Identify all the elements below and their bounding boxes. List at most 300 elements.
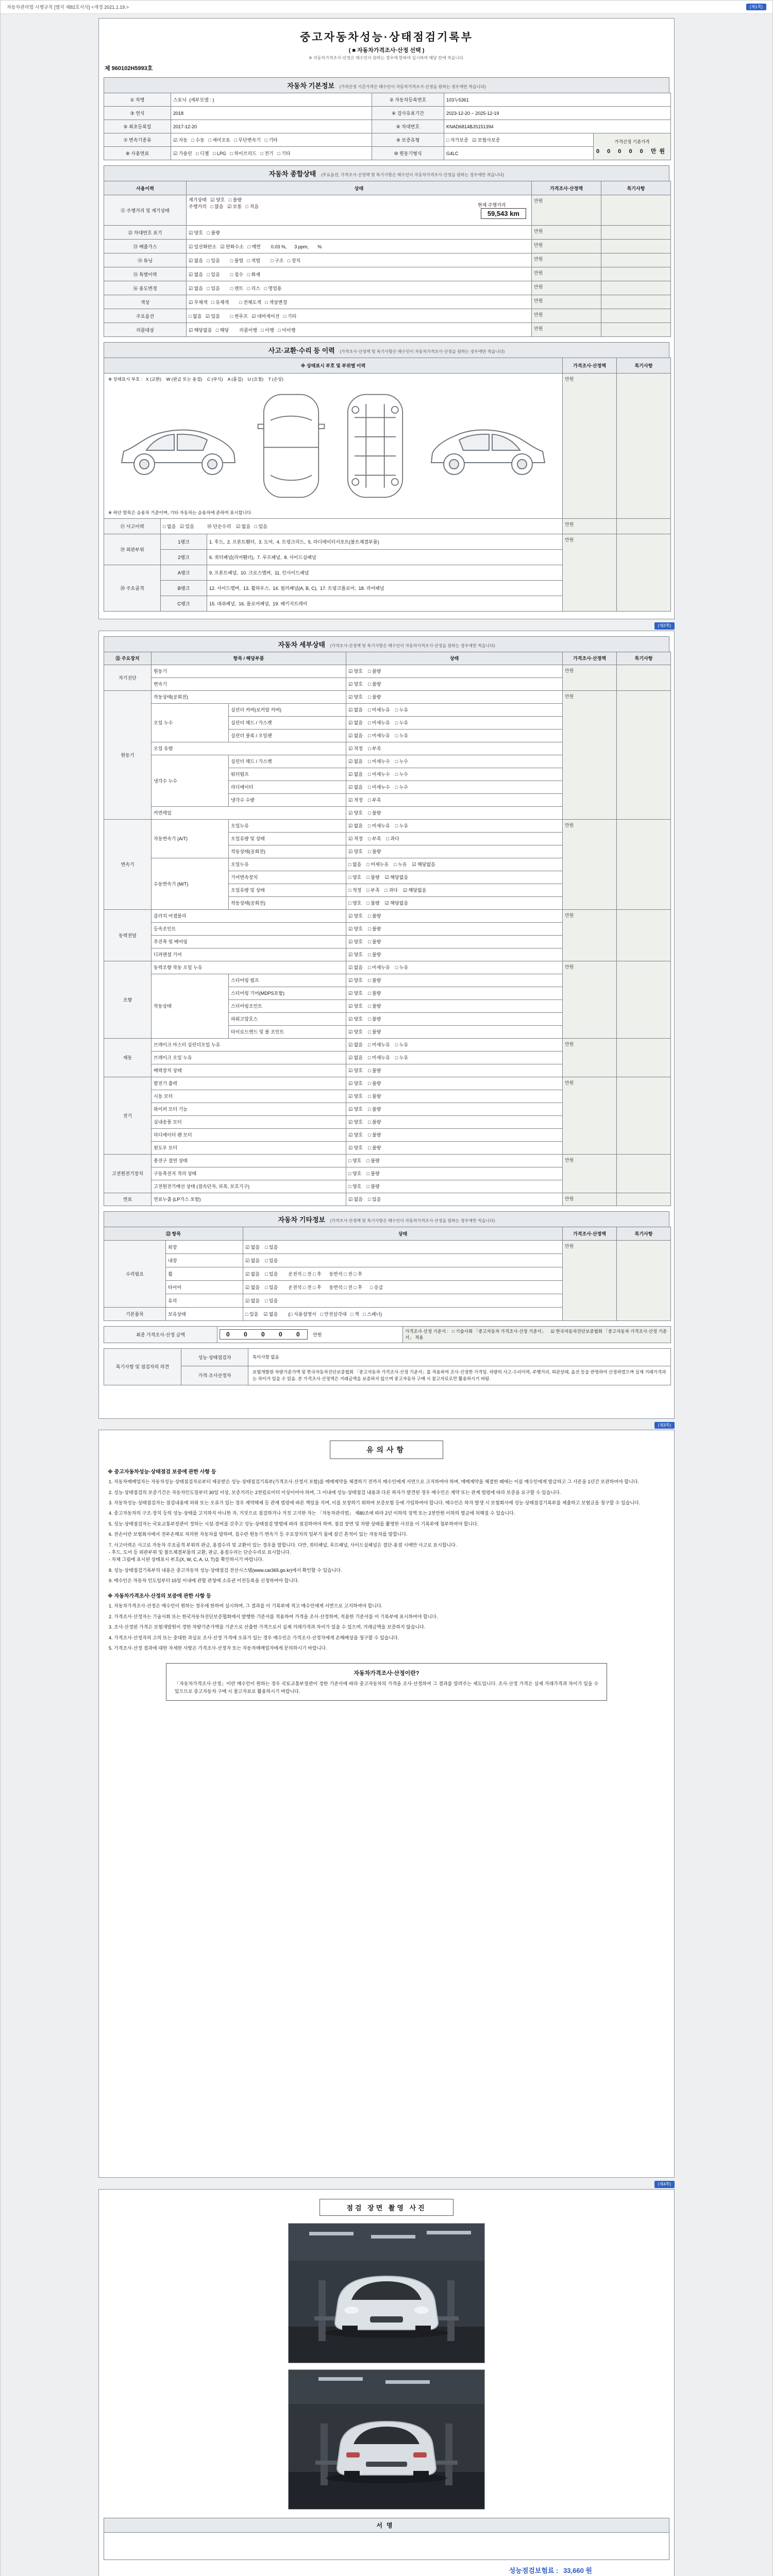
notice-item: 3. 자동차성능·상태점검자는 점검내용에 허위 또는 오류가 있는 경우 계약해제 등 관계 법령에 따른 책임을 지며, 이를 보장하기 위하여 보증보험 등에 가입하여야 합니다. 매수인은 하자 발생 시 보험회사에 성능·상태점검기록부를 제출하고 보험금을 청구할 수 있습니다. <box>109 1500 641 1505</box>
state-cell: ☑ 양호 □ 불량 <box>346 806 563 819</box>
basic-row <box>104 147 671 160</box>
field-label: ⑦ 변속기종류 <box>104 133 171 147</box>
col-state: 상태 <box>243 1227 563 1240</box>
mileage-value: 59,543 km <box>481 208 526 219</box>
price-cell: 만원 <box>532 226 601 240</box>
car-damage-diagram <box>106 384 560 508</box>
note-cell <box>601 253 671 267</box>
state-cell: ☑ 없음 □ 미세누유 □ 누유 <box>346 703 563 716</box>
state-cell: □ 양호 □ 불량 <box>346 1167 563 1180</box>
price-cell: 만원 <box>532 240 601 253</box>
state-cell: ☑ 양호 □ 불량 <box>346 974 563 987</box>
inspection-insurance-fee <box>104 2560 669 2576</box>
inspection-period-value: 2023-12-20 ~ 2025-12-19 <box>444 107 671 120</box>
accident-flag-values: □ 없음 ☑ 있음 ⑱ 단순수리 ☑ 없음 □ 있음 <box>161 519 563 534</box>
etc-item-cell: 유리 <box>166 1294 243 1307</box>
signature-box <box>104 2518 669 2560</box>
final-price-table <box>104 1326 671 1343</box>
col-item: ㉒ 항목 <box>104 1227 243 1240</box>
state-cell: ☑ 해당없음 □ 해당 리콜이행 □ 이행 □ 미이행 <box>187 323 532 337</box>
part-cell: 오일누유 <box>229 819 346 832</box>
final-price-value-cell <box>217 1326 403 1343</box>
appraiser-label: 가격·조사산정자 <box>181 1366 248 1385</box>
field-label: ⑤ 최초등록일 <box>104 120 171 133</box>
state-cell: ☑ 적정 □ 부족 □ 과다 <box>346 832 563 845</box>
price-cell: 만원 <box>563 1077 617 1154</box>
basic-title: 자동차 기본정보 <box>287 82 334 90</box>
page-2 <box>98 631 675 1419</box>
price-cell: 만원 <box>532 281 601 295</box>
state-cell: ☑ 양호 □ 불량 <box>346 1077 563 1090</box>
inspector-opinion-table <box>104 1348 671 1385</box>
state-cell: □ 양호 □ 불량 ☑ 해당없음 <box>346 871 563 884</box>
device-cell: 변속기 <box>104 819 152 909</box>
price-cell: 만원 <box>563 1193 617 1206</box>
notices-list-a <box>104 1478 669 1584</box>
car-top-view-diagram <box>255 388 327 504</box>
document-subtitle: ( ■ 자동차가격조사·산정 선택 ) <box>348 47 425 54</box>
state-cell: ☑ 양호 □ 불량 <box>346 935 563 948</box>
device-cell: 제동 <box>104 1038 152 1077</box>
warranty-type-checkboxes: □ 자가보증 ☑ 보험사보증 <box>444 133 594 147</box>
notice-item: 5. 가격조사·산정 결과에 대한 자세한 사항은 가격조사·산정자 또는 자동차매매업자에게 문의하시기 바랍니다. <box>109 1646 327 1651</box>
price-cell: 만원 <box>532 267 601 281</box>
part-cell: 오일유량 및 상태 <box>229 884 346 896</box>
detail-condition-table <box>104 652 671 1206</box>
item-cell: 원동기 <box>152 665 346 677</box>
notice-item: 1. 자동차가격조사·산정은 매수인이 원하는 경우에 한하여 실시하며, 그 결과를 이 기록부에 적고 매수인에게 서면으로 고지하여야 합니다. <box>109 1603 383 1609</box>
note-cell <box>601 323 671 337</box>
parts-cell: 6. 쿼터패널(리어휀더), 7. 루프패널, 8. 사이드실패널 <box>207 550 563 565</box>
rank-cell: B랭크 <box>161 581 207 596</box>
state-cell: ☑ 없음 □ 미세누유 □ 누유 <box>346 1038 563 1051</box>
device-cell: 동력전달 <box>104 909 152 961</box>
detail-note: (가격조사·산정액 및 특기사항은 매수인이 자동차가격조사·산정을 원하는 경우에만 적습니다) <box>330 643 495 648</box>
basic-row <box>104 120 671 133</box>
rank-cell: C랭크 <box>161 596 207 612</box>
part-cell: 기어변속장치 <box>229 871 346 884</box>
device-cell: 조향 <box>104 961 152 1038</box>
price-cell: 만원 <box>563 1240 617 1320</box>
state-cell: ☑ 양호 □ 불량 <box>346 1090 563 1103</box>
state-cell: ☑ 없음 □ 있음 <box>346 1193 563 1206</box>
part-cell: 실린더 블록 / 오일팬 <box>229 729 346 742</box>
part-cell: 작동상태(공회전) <box>229 845 346 858</box>
item-cell: 수동변속기 (M/T) <box>152 858 229 909</box>
note-cell <box>601 267 671 281</box>
item-cell: 배력장치 상태 <box>152 1064 346 1077</box>
state-cell: ☑ 양호 □ 불량 <box>346 922 563 935</box>
price-cell: 만원 <box>563 819 617 909</box>
state-cell: □ 양호 □ 불량 <box>346 1154 563 1167</box>
panel-group-cell: ⑲ 외판부위 <box>104 534 161 565</box>
form-reference: 자동차관리법 시행규칙 [별지 제82호서식] <개정 2021.1.19.> <box>7 5 129 10</box>
notices-list-b <box>104 1602 669 1652</box>
inspector-opinion-text: 특이사항 없음 <box>248 1348 671 1366</box>
car-side-left-view-diagram <box>114 405 243 487</box>
notice-item: 3. 조사·산정된 가격은 보험개발원이 정한 차량기준가액을 기준으로 산출한 가격으로서 실제 거래가격과 차이가 있을 수 있으며, 거래금액을 보증하지 않습니다. <box>109 1624 426 1630</box>
state-cell: □ 양호 □ 불량 <box>346 1180 563 1193</box>
detail-row <box>104 665 671 677</box>
accident-flag-label: ⑰ 사고이력 <box>104 519 161 534</box>
opinion-section-label: 특기사항 및 점검자의 의견 <box>104 1348 181 1385</box>
detail-row <box>104 1038 671 1051</box>
base-price-value: 0 0 0 0 0 만원 <box>596 148 668 155</box>
item-cell: 실내송풍 모터 <box>152 1115 346 1128</box>
item-cell: 라디에이터 팬 모터 <box>152 1128 346 1141</box>
notices-title: 유의사항 <box>330 1440 443 1459</box>
state-cell: ☑ 없음 □ 미세누유 □ 누유 <box>346 819 563 832</box>
note-cell <box>617 1240 671 1320</box>
field-label: ① 차명 <box>104 93 171 107</box>
field-label: ③ 연식 <box>104 107 171 120</box>
item-cell: 브레이크 오일 누유 <box>152 1051 346 1064</box>
page-badge-3: (제3쪽) <box>654 1422 675 1429</box>
item-cell: 작동상태(공회전) <box>152 690 346 703</box>
accident-history-table <box>104 358 671 612</box>
accident-flags-row <box>104 519 671 534</box>
overall-row <box>104 281 671 295</box>
diagram-row <box>104 374 671 519</box>
note-cell <box>601 226 671 240</box>
page4-badge-row <box>98 2181 675 2188</box>
etc-group-cell: 수리필요 <box>104 1240 166 1307</box>
notice-item: 1. 자동차매매업자는 자동차성능·상태점검자로부터 제공받은 성능·상태점검기록부(가격조사·산정서 포함)를 매매계약을 체결하기 전까지 매수인에게 서면으로 고지하여야 하며, 매매계약을 체결한 때에는 이를 매수인에게 발급하고 그 사본을 1년간 보관하여야 합니다. <box>109 1479 639 1485</box>
field-label: ⑥ 차대번호 <box>372 120 444 133</box>
detail-row <box>104 909 671 922</box>
state-cell: ☑ 없음 □ 있음 □ 렌트 □ 리스 □ 영업용 <box>187 281 532 295</box>
section-detail-header <box>104 636 669 652</box>
state-cell: ☑ 없음 □ 있음 □ 침수 □ 화재 <box>187 267 532 281</box>
fuel-checkboxes: ☑ 가솔린 □ 디젤 □ LPG □ 하이브리드 □ 전기 □ 기타 <box>171 147 372 160</box>
price-cell: 만원 <box>563 961 617 1038</box>
rank-cell: A랭크 <box>161 565 207 581</box>
vin-value: KNAD6814BJS151394 <box>444 120 671 133</box>
part-cell: 오일유량 및 상태 <box>229 832 346 845</box>
item-cell: 클러치 어셈블리 <box>152 909 346 922</box>
state-cell: ☑ 일산화탄소 ☑ 탄화수소 □ 매연 0.03 %, 3 ppm, % <box>187 240 532 253</box>
accident-title: 사고·교환·수리 등 이력 <box>268 347 335 354</box>
fee-label: 성능점검보험료 : <box>509 2566 559 2574</box>
opinion-row <box>104 1366 671 1385</box>
item-cell: 디퍼렌셜 기어 <box>152 948 346 961</box>
inspection-photo-front <box>288 2223 485 2363</box>
overall-row <box>104 323 671 337</box>
item-cell: 윈도우 모터 <box>152 1141 346 1154</box>
device-cell: 고전원전기장치 <box>104 1154 152 1193</box>
field-label: ④ 검사유효기간 <box>372 107 444 120</box>
col-usage-history: 사용이력 <box>104 181 187 195</box>
etc-item-cell: 타이어 <box>166 1280 243 1294</box>
state-cell: ☑ 없음 □ 있음 운전석 □ 전 □ 후 동반석 □ 전 □ 후 □ 응급 <box>243 1280 563 1294</box>
final-price-unit: 만원 <box>313 1332 322 1338</box>
parts-cell: 9. 프론트패널, 10. 크로스멤버, 11. 인사이드패널 <box>207 565 563 581</box>
accident-note: (가격조사·산정액 및 특기사항은 매수인이 자동차가격조사·산정을 원하는 경우에만 적습니다) <box>340 349 505 354</box>
part-cell: 작동상태(공회전) <box>229 896 346 909</box>
col-state: 상태 <box>187 181 532 195</box>
note-cell <box>617 519 671 534</box>
document-subnote: ※ 자동차가격조사·산정은 매수인이 원하는 경우에 한하여 실시하며 해당 란에 적습니다. <box>308 56 465 60</box>
mileage-row <box>104 195 671 226</box>
price-cell: 만원 <box>532 323 601 337</box>
device-cell: 연료 <box>104 1193 152 1206</box>
state-cell: ☑ 없음 □ 미세누수 □ 누수 <box>346 755 563 768</box>
usage-label: ⑫ 차대번호 표기 <box>104 226 187 240</box>
item-cell: 발전기 출력 <box>152 1077 346 1090</box>
note-cell <box>617 1154 671 1193</box>
price-cell: 만원 <box>563 374 617 519</box>
usage-label: ⑬ 배출가스 <box>104 240 187 253</box>
col-price: 가격조사·산정액 <box>532 181 601 195</box>
first-registration-value: 2017-12-20 <box>171 120 372 133</box>
document-number: 제 960102H5993호 <box>105 65 153 72</box>
state-cell: ☑ 없음 □ 있음 <box>243 1294 563 1307</box>
state-cell: □ 있음 ☑ 없음 (□ 사용설명서 □ 안전삼각대 □ 잭 □ 스패너) <box>243 1307 563 1320</box>
overall-title: 자동차 종합상태 <box>268 170 316 178</box>
model-year-value: 2018 <box>171 107 372 120</box>
note-cell <box>617 690 671 819</box>
detail-row <box>104 1193 671 1206</box>
state-cell: ☑ 없음 □ 미세누유 □ 누유 <box>346 1051 563 1064</box>
state-cell: ☑ 적정 □ 부족 <box>346 793 563 806</box>
note-cell <box>617 665 671 690</box>
rank-row <box>104 534 671 550</box>
state-cell: ☑ 없음 □ 미세누유 □ 누유 <box>346 961 563 974</box>
final-price-row <box>104 1326 671 1343</box>
field-label: ② 자동차등록번호 <box>372 93 444 107</box>
part-cell: 파워고압호스 <box>229 1012 346 1025</box>
state-cell: ☑ 양호 □ 불량 <box>346 1064 563 1077</box>
rank-cell: 1랭크 <box>161 534 207 550</box>
etc-item-cell: 외장 <box>166 1240 243 1253</box>
transmission-checkboxes: ☑ 자동 □ 수동 □ 세미오토 □ 무단변속기 □ 기타 <box>171 133 372 147</box>
section-etc-header <box>104 1211 669 1227</box>
part-cell: 냉각수 수량 <box>229 793 346 806</box>
car-name-value: 스토닉 (세부모델 : ) <box>171 93 372 107</box>
photos-title: 점검 장면 촬영 사진 <box>320 2199 453 2216</box>
mileage-caption: 현재 주행거리 <box>477 202 506 208</box>
price-cell: 만원 <box>563 909 617 961</box>
state-cell: ☑ 양호 □ 불량 <box>346 999 563 1012</box>
page-badge-4: (제4쪽) <box>654 2181 675 2188</box>
item-cell: 추진축 및 베어링 <box>152 935 346 948</box>
base-price-cell <box>594 133 671 160</box>
price-cell: 만원 <box>563 665 617 690</box>
item-cell: 변속기 <box>152 677 346 690</box>
basic-row <box>104 133 671 147</box>
detail-row <box>104 1154 671 1167</box>
pricing-standard-note: 가격조사·산정 기준서 : □ 기술사회 「중고자동차 가격조사·산정 기준서」 ☑ 한국자동차진단보증협회 「중고자동차 가격조사·산정 기준서」 적용 <box>403 1326 671 1343</box>
col-price: 가격조사·산정액 <box>563 1227 617 1240</box>
etc-row <box>104 1240 671 1253</box>
part-cell: 스티어링 기어(MDPS포함) <box>229 987 346 999</box>
final-price-label: 최종 가격조사·산정 금액 <box>104 1326 217 1343</box>
current-mileage <box>457 196 526 224</box>
item-cell: 구동축전지 격리 상태 <box>152 1167 346 1180</box>
item-cell: 와이퍼 모터 기능 <box>152 1103 346 1115</box>
state-cell: ☑ 양호 □ 불량 <box>187 226 532 240</box>
state-cell: ☑ 적정 □ 부족 <box>346 742 563 755</box>
detail-row <box>104 819 671 832</box>
price-cell: 만원 <box>532 253 601 267</box>
page-4 <box>98 2189 675 2576</box>
notice-item: 2. 가격조사·산정자는 기술사회 또는 한국자동차진단보증협회에서 발행한 기준서를 적용하여 가격을 조사·산정하며, 적용한 기준서를 이 기록부에 표시하여야 합니다. <box>109 1614 438 1619</box>
accident-header-row <box>104 358 671 374</box>
page-3 <box>98 1430 675 2178</box>
item-cell: 자동변속기 (A/T) <box>152 819 229 858</box>
parts-cell: 12. 사이드멤버, 13. 휠하우스, 14. 필러패널(A, B, C), 17. 트렁크플로어, 18. 리어패널 <box>207 581 563 596</box>
state-cell: ☑ 양호 □ 불량 <box>346 909 563 922</box>
device-cell: 원동기 <box>104 690 152 819</box>
note-cell <box>601 281 671 295</box>
panel-group-cell: ⑳ 주요골격 <box>104 565 161 612</box>
note-cell <box>601 309 671 323</box>
etc-info-table <box>104 1227 671 1321</box>
page2-badge-row <box>98 622 675 630</box>
mileage-range-checkboxes: 주행거리 □ 많음 ☑ 보통 □ 적음 <box>189 204 259 209</box>
note-cell <box>617 1038 671 1077</box>
note-cell <box>601 295 671 309</box>
final-price-digits: 0 0 0 0 0 <box>220 1329 308 1340</box>
price-cell: 만원 <box>532 309 601 323</box>
notices-section-b-heading: ※ 자동차가격조사·산정의 보증에 관한 사항 등 <box>108 1594 211 1600</box>
mileage-label: ⑪ 주행거리 및 계기상태 <box>104 195 187 226</box>
rank-cell: 2랭크 <box>161 550 207 565</box>
parts-cell: 1. 후드, 2. 프론트휀더, 3. 도어, 4. 트렁크리드, 5. 라디에이터서포트(볼트체결부품) <box>207 534 563 550</box>
etc-item-cell: 휠 <box>166 1267 243 1280</box>
price-cell: 만원 <box>532 195 601 226</box>
state-cell: ☑ 양호 □ 불량 <box>346 1025 563 1038</box>
detail-row <box>104 690 671 703</box>
state-code-legend: ※ 상태표시 부호 : X (교환) W (판금 또는 용접) C (부식) A (흠집) U (요철) T (손상) <box>108 377 283 382</box>
note-cell <box>601 195 671 226</box>
page-badge-2: (제2쪽) <box>654 622 675 630</box>
section-overall-header <box>104 165 669 181</box>
part-cell: 실린더 헤드 / 가스켓 <box>229 755 346 768</box>
overall-note: (주요옵션, 가격조사·산정액 및 특기사항은 매수인이 자동차가격조사·산정을 원하는 경우에만 적습니다) <box>321 173 505 177</box>
note-cell <box>617 909 671 961</box>
field-label: ⑩ 원동기형식 <box>372 147 444 160</box>
state-cell: ☑ 양호 □ 불량 <box>346 845 563 858</box>
overall-row <box>104 253 671 267</box>
usage-label: ⑯ 용도변경 <box>104 281 187 295</box>
item-cell: 시동 모터 <box>152 1090 346 1103</box>
fee-value: 33,660 원 <box>563 2566 592 2574</box>
plate-number-value: 103누5361 <box>444 93 671 107</box>
state-cell: ☑ 없음 □ 미세누수 □ 누수 <box>346 768 563 781</box>
item-cell: 오일 유량 <box>152 742 346 755</box>
item-cell: 오일 누수 <box>152 703 229 742</box>
inspection-photos <box>104 2223 669 2510</box>
state-cell: □ 없음 □ 미세누유 □ 누유 ☑ 해당없음 <box>346 858 563 871</box>
note-cell <box>617 961 671 1038</box>
notices-section-a-heading: ※ 중고자동차성능·상태점검 보증에 관한 사항 등 <box>108 1469 216 1476</box>
state-cell: ☑ 없음 □ 미세누유 □ 누유 <box>346 716 563 729</box>
col-price: 가격조사·산정액 <box>563 652 617 665</box>
usage-label: ⑭ 튜닝 <box>104 253 187 267</box>
item-cell: 커먼레일 <box>152 806 346 819</box>
part-cell: 스티어링조인트 <box>229 999 346 1012</box>
part-cell: 라디에이터 <box>229 781 346 793</box>
section-basic-info-header <box>104 77 669 93</box>
item-cell: 작동상태 <box>152 974 229 1038</box>
part-cell: 스티어링 펌프 <box>229 974 346 987</box>
part-cell: 실린더 커버(로커암 커버) <box>229 703 346 716</box>
overall-condition-table <box>104 181 671 337</box>
note-cell <box>617 374 671 519</box>
part-cell: 타이로드엔드 및 볼 조인트 <box>229 1025 346 1038</box>
base-price-label: 가격산정 기준가격 <box>614 139 650 144</box>
state-cell: ☑ 없음 □ 미세누유 □ 누유 <box>346 729 563 742</box>
info-box-title: 자동차가격조사·산정이란? <box>354 1670 419 1677</box>
field-label: ⑧ 사용연료 <box>104 147 171 160</box>
state-cell: ☑ 없음 □ 있음 □ 불법 □ 적법 □ 구조 □ 장치 <box>187 253 532 267</box>
detail-title: 자동차 세부상태 <box>278 640 325 649</box>
device-cell: 전기 <box>104 1077 152 1154</box>
note-cell <box>617 1077 671 1154</box>
notice-item: 5. 성능·상태점검자는 국토교통부장관이 정하는 시설·장비를 갖추고 성능·상태점검 방법에 따라 점검하여야 하며, 점검 장면 및 차량 상태를 촬영한 사진을 이 기록부에 첨부하여야 합니다. <box>109 1521 479 1527</box>
price-cell: 만원 <box>563 534 617 612</box>
state-cell: ☑ 양호 □ 불량 <box>346 1115 563 1128</box>
usage-label: 주요옵션 <box>104 309 187 323</box>
basic-row <box>104 107 671 120</box>
state-cell: ☑ 양호 □ 불량 <box>346 1141 563 1154</box>
col-device: ㉑ 주요장치 <box>104 652 152 665</box>
price-cell: 만원 <box>532 295 601 309</box>
note-cell <box>617 534 671 612</box>
state-cell: ☑ 양호 □ 불량 <box>346 677 563 690</box>
etc-group-cell: 기본품목 <box>104 1307 166 1320</box>
page3-badge-row <box>98 1422 675 1429</box>
col-remarks: 특기사항 <box>617 358 671 374</box>
field-label: ⑨ 보증유형 <box>372 133 444 147</box>
etc-item-cell: 보유상태 <box>166 1307 243 1320</box>
notice-item: 6. 전손이란 보험회사에서 전부손해로 처리한 자동차를 말하며, 침수란 원동기·변속기 등 주요장치의 일부가 물에 잠긴 흔적이 있는 자동차를 말합니다. <box>109 1532 408 1537</box>
state-cell: ☑ 양호 □ 불량 <box>346 948 563 961</box>
engine-type-value: G4LC <box>444 147 594 160</box>
col-item-part: 항목 / 해당부품 <box>152 652 346 665</box>
note-cell <box>617 1193 671 1206</box>
overall-row <box>104 240 671 253</box>
state-cell: □ 적정 □ 부족 □ 과다 ☑ 해당없음 <box>346 884 563 896</box>
item-cell: 연료누출 (LP가스 포함) <box>152 1193 346 1206</box>
page-1 <box>98 18 675 619</box>
detail-row <box>104 1077 671 1090</box>
item-cell: 브레이크 마스터 실린더오일 누유 <box>152 1038 346 1051</box>
state-cell: ☑ 양호 □ 불량 <box>346 1012 563 1025</box>
info-box-body: 「자동차가격조사·산정」이란 매수인이 원하는 경우 국토교통부장관이 정한 기준서에 따라 중고자동차의 가격을 조사·산정하여 그 결과를 알려주는 제도입니다. 조사·산정 가격은 실제 거래가격과 차이가 있을 수 있으므로 중고자동차 구매 시 참고자료로 활용하시기 바랍니다. <box>174 1681 599 1694</box>
state-cell: ☑ 양호 □ 불량 <box>346 1103 563 1115</box>
state-cell: ☑ 양호 □ 불량 <box>346 1128 563 1141</box>
signature-area <box>104 2533 669 2560</box>
state-cell: ☑ 무채색 □ 유채색 □ 전체도색 □ 색상변경 <box>187 295 532 309</box>
basic-info-table <box>104 93 671 160</box>
opinion-row <box>104 1348 671 1366</box>
basic-note: (가격산정 기준가격은 매수인이 자동차가격조사·산정을 원하는 경우에만 적습니다) <box>339 84 486 89</box>
inspection-photo-rear <box>288 2369 485 2510</box>
col-accident-main: ※ 상태표시 부호 및 부위별 이력 <box>104 358 563 374</box>
state-cell: ☑ 양호 □ 불량 <box>346 987 563 999</box>
document-title: 중고자동차성능·상태점검기록부 <box>300 31 473 43</box>
overall-header-row <box>104 181 671 195</box>
notice-item: 2. 성능·상태점검의 보증기간은 자동차인도일부터 30일 이상, 보증거리는 2천킬로미터 이상이어야 하며, 그 이내에 성능·상태점검 내용과 다른 하자가 발견된 경우 매수인은 계약 또는 관계 법령에 따라 보증을 요구할 수 있습니다. <box>109 1489 561 1495</box>
price-cell: 만원 <box>563 1038 617 1077</box>
part-cell: 오일누유 <box>229 858 346 871</box>
notice-item: 9. 매수인은 자동차 인도일부터 15일 이내에 관할 관청에 소유권 이전등록을 신청하여야 합니다. <box>109 1578 299 1584</box>
overall-row <box>104 309 671 323</box>
etc-title: 자동차 기타정보 <box>278 1215 325 1224</box>
etc-note: (가격조사·산정액 및 특기사항은 매수인이 자동차가격조사·산정을 원하는 경우에만 적습니다) <box>330 1218 495 1223</box>
